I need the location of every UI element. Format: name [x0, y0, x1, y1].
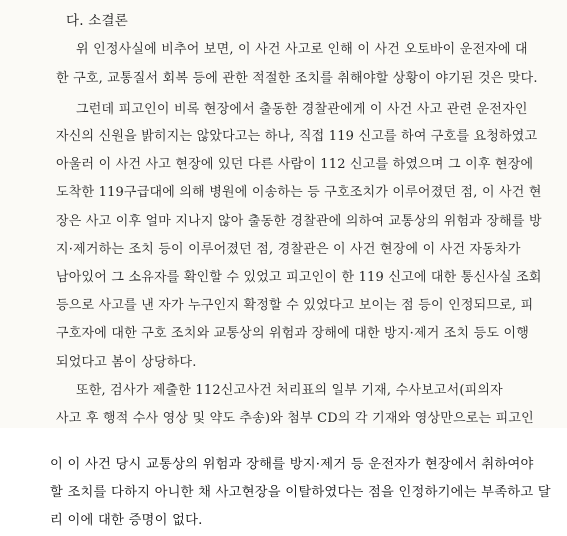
paragraph-line: 그런데 피고인이 비록 현장에서 출동한 경찰관에게 이 사건 사고 관련 운전자인 — [76, 102, 528, 117]
continuation-line: 할 조치를 다하지 아니한 채 사고현장을 이탈하였다는 점을 인정하기에는 부족하고 달 — [50, 485, 551, 500]
paragraph-line: 남아있어 그 소유자를 확인할 수 있었고 피고인이 한 119 신고에 대한 통신사실 조회 — [56, 270, 542, 285]
paragraph-line: 장은 사고 이후 얼마 지나지 않아 출동한 경찰관에 의하여 교통상의 위험과 장해를 방 — [56, 214, 542, 229]
paragraph-line: 구호자에 대한 구호 조치와 교통상의 위험과 장해에 대한 방지·제거 조치 등도 이행 — [56, 326, 530, 341]
paragraph-line: 자신의 신원을 밝히지는 않았다고는 하나, 직접 119 신고를 하여 구호를 요청하였고 — [56, 129, 538, 144]
paragraph-line: 지·제거하는 조치 등이 이루어졌던 점, 경찰관은 이 사건 현장에 이 사건 자동차가 — [56, 242, 521, 257]
paragraph-line: 되었다고 봄이 상당하다. — [56, 355, 197, 370]
paragraph-line: 또한, 검사가 제출한 112신고사건 처리표의 일부 기재, 수사보고서(피의자 — [76, 383, 503, 398]
paragraph-line: 사고 후 행적 수사 영상 및 약도 추송)와 첨부 CD의 각 기재와 영상만으로는 피고인 — [56, 411, 534, 426]
continuation-line: 리 이에 대한 증명이 없다. — [50, 513, 203, 528]
paragraph-line: 위 인정사실에 비추어 보면, 이 사건 사고로 인해 이 사건 오토바이 운전자에 대 — [76, 42, 528, 57]
paragraph-line: 도착한 119구급대에 의해 병원에 이송하는 등 구호조치가 이루어졌던 점, 이 사건 현 — [56, 185, 542, 200]
paragraph-line: 등으로 사고를 낸 자가 누구인지 확정할 수 있었다고 보이는 점 등이 인정되므로, 피 — [56, 298, 534, 313]
paragraph-line: 한 구호, 교통질서 회복 등에 관한 적절한 조치를 취해야할 상황이 야기된 것은 맞다. — [56, 71, 538, 86]
continuation-text-region — [0, 440, 567, 536]
continuation-line: 이 이 사건 당시 교통상의 위험과 장해를 방지·제거 등 운전자가 현장에서 취하여야 — [50, 457, 534, 472]
section-heading: 다. 소결론 — [66, 13, 128, 29]
paragraph-line: 아울러 이 사건 사고 현장에 있던 다른 사람이 112 신고를 하였으며 그 이후 현장에 — [56, 157, 534, 172]
